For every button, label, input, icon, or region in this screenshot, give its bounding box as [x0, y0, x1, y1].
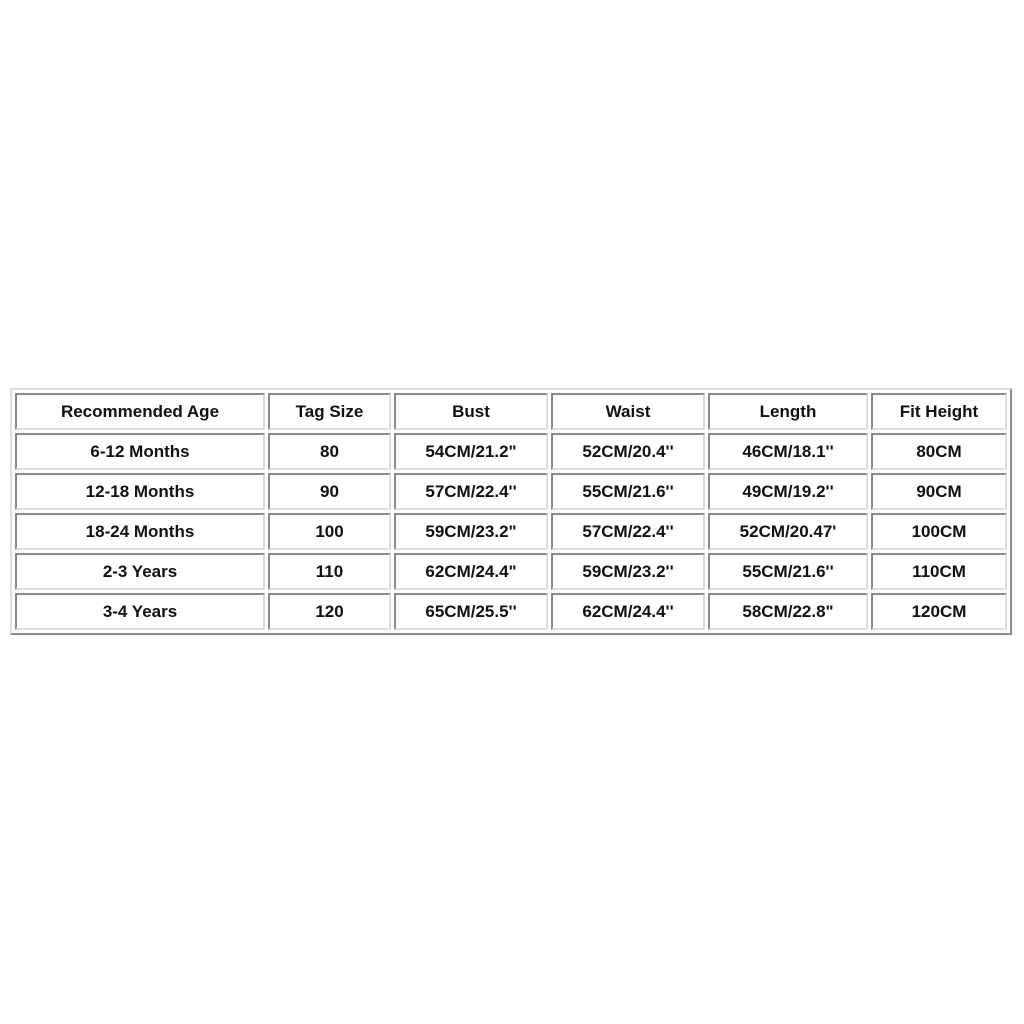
- cell-fit-height: 80CM: [871, 433, 1007, 470]
- cell-bust: 54CM/21.2": [394, 433, 548, 470]
- cell-length: 52CM/20.47': [708, 513, 868, 550]
- table-row: [15, 433, 1007, 470]
- header-tag-size: Tag Size: [268, 393, 391, 430]
- table-row: [15, 513, 1007, 550]
- cell-bust: 59CM/23.2": [394, 513, 548, 550]
- cell-age: 2-3 Years: [15, 553, 265, 590]
- cell-tag-size: 100: [268, 513, 391, 550]
- table-row: [15, 593, 1007, 630]
- cell-waist: 52CM/20.4'': [551, 433, 705, 470]
- cell-age: 6-12 Months: [15, 433, 265, 470]
- size-chart-table: [10, 388, 1012, 635]
- cell-fit-height: 110CM: [871, 553, 1007, 590]
- cell-waist: 55CM/21.6'': [551, 473, 705, 510]
- cell-tag-size: 120: [268, 593, 391, 630]
- cell-age: 12-18 Months: [15, 473, 265, 510]
- cell-bust: 57CM/22.4'': [394, 473, 548, 510]
- cell-tag-size: 110: [268, 553, 391, 590]
- cell-waist: 57CM/22.4'': [551, 513, 705, 550]
- cell-length: 58CM/22.8": [708, 593, 868, 630]
- cell-length: 46CM/18.1'': [708, 433, 868, 470]
- cell-fit-height: 90CM: [871, 473, 1007, 510]
- cell-bust: 65CM/25.5'': [394, 593, 548, 630]
- header-waist: Waist: [551, 393, 705, 430]
- table-row: [15, 473, 1007, 510]
- cell-bust: 62CM/24.4": [394, 553, 548, 590]
- header-recommended-age: Recommended Age: [15, 393, 265, 430]
- header-row: [15, 393, 1007, 430]
- header-fit-height: Fit Height: [871, 393, 1007, 430]
- cell-fit-height: 120CM: [871, 593, 1007, 630]
- cell-length: 49CM/19.2'': [708, 473, 868, 510]
- cell-waist: 59CM/23.2'': [551, 553, 705, 590]
- table-row: [15, 553, 1007, 590]
- cell-waist: 62CM/24.4'': [551, 593, 705, 630]
- cell-tag-size: 90: [268, 473, 391, 510]
- cell-age: 18-24 Months: [15, 513, 265, 550]
- cell-length: 55CM/21.6'': [708, 553, 868, 590]
- header-length: Length: [708, 393, 868, 430]
- header-bust: Bust: [394, 393, 548, 430]
- cell-fit-height: 100CM: [871, 513, 1007, 550]
- cell-tag-size: 80: [268, 433, 391, 470]
- cell-age: 3-4 Years: [15, 593, 265, 630]
